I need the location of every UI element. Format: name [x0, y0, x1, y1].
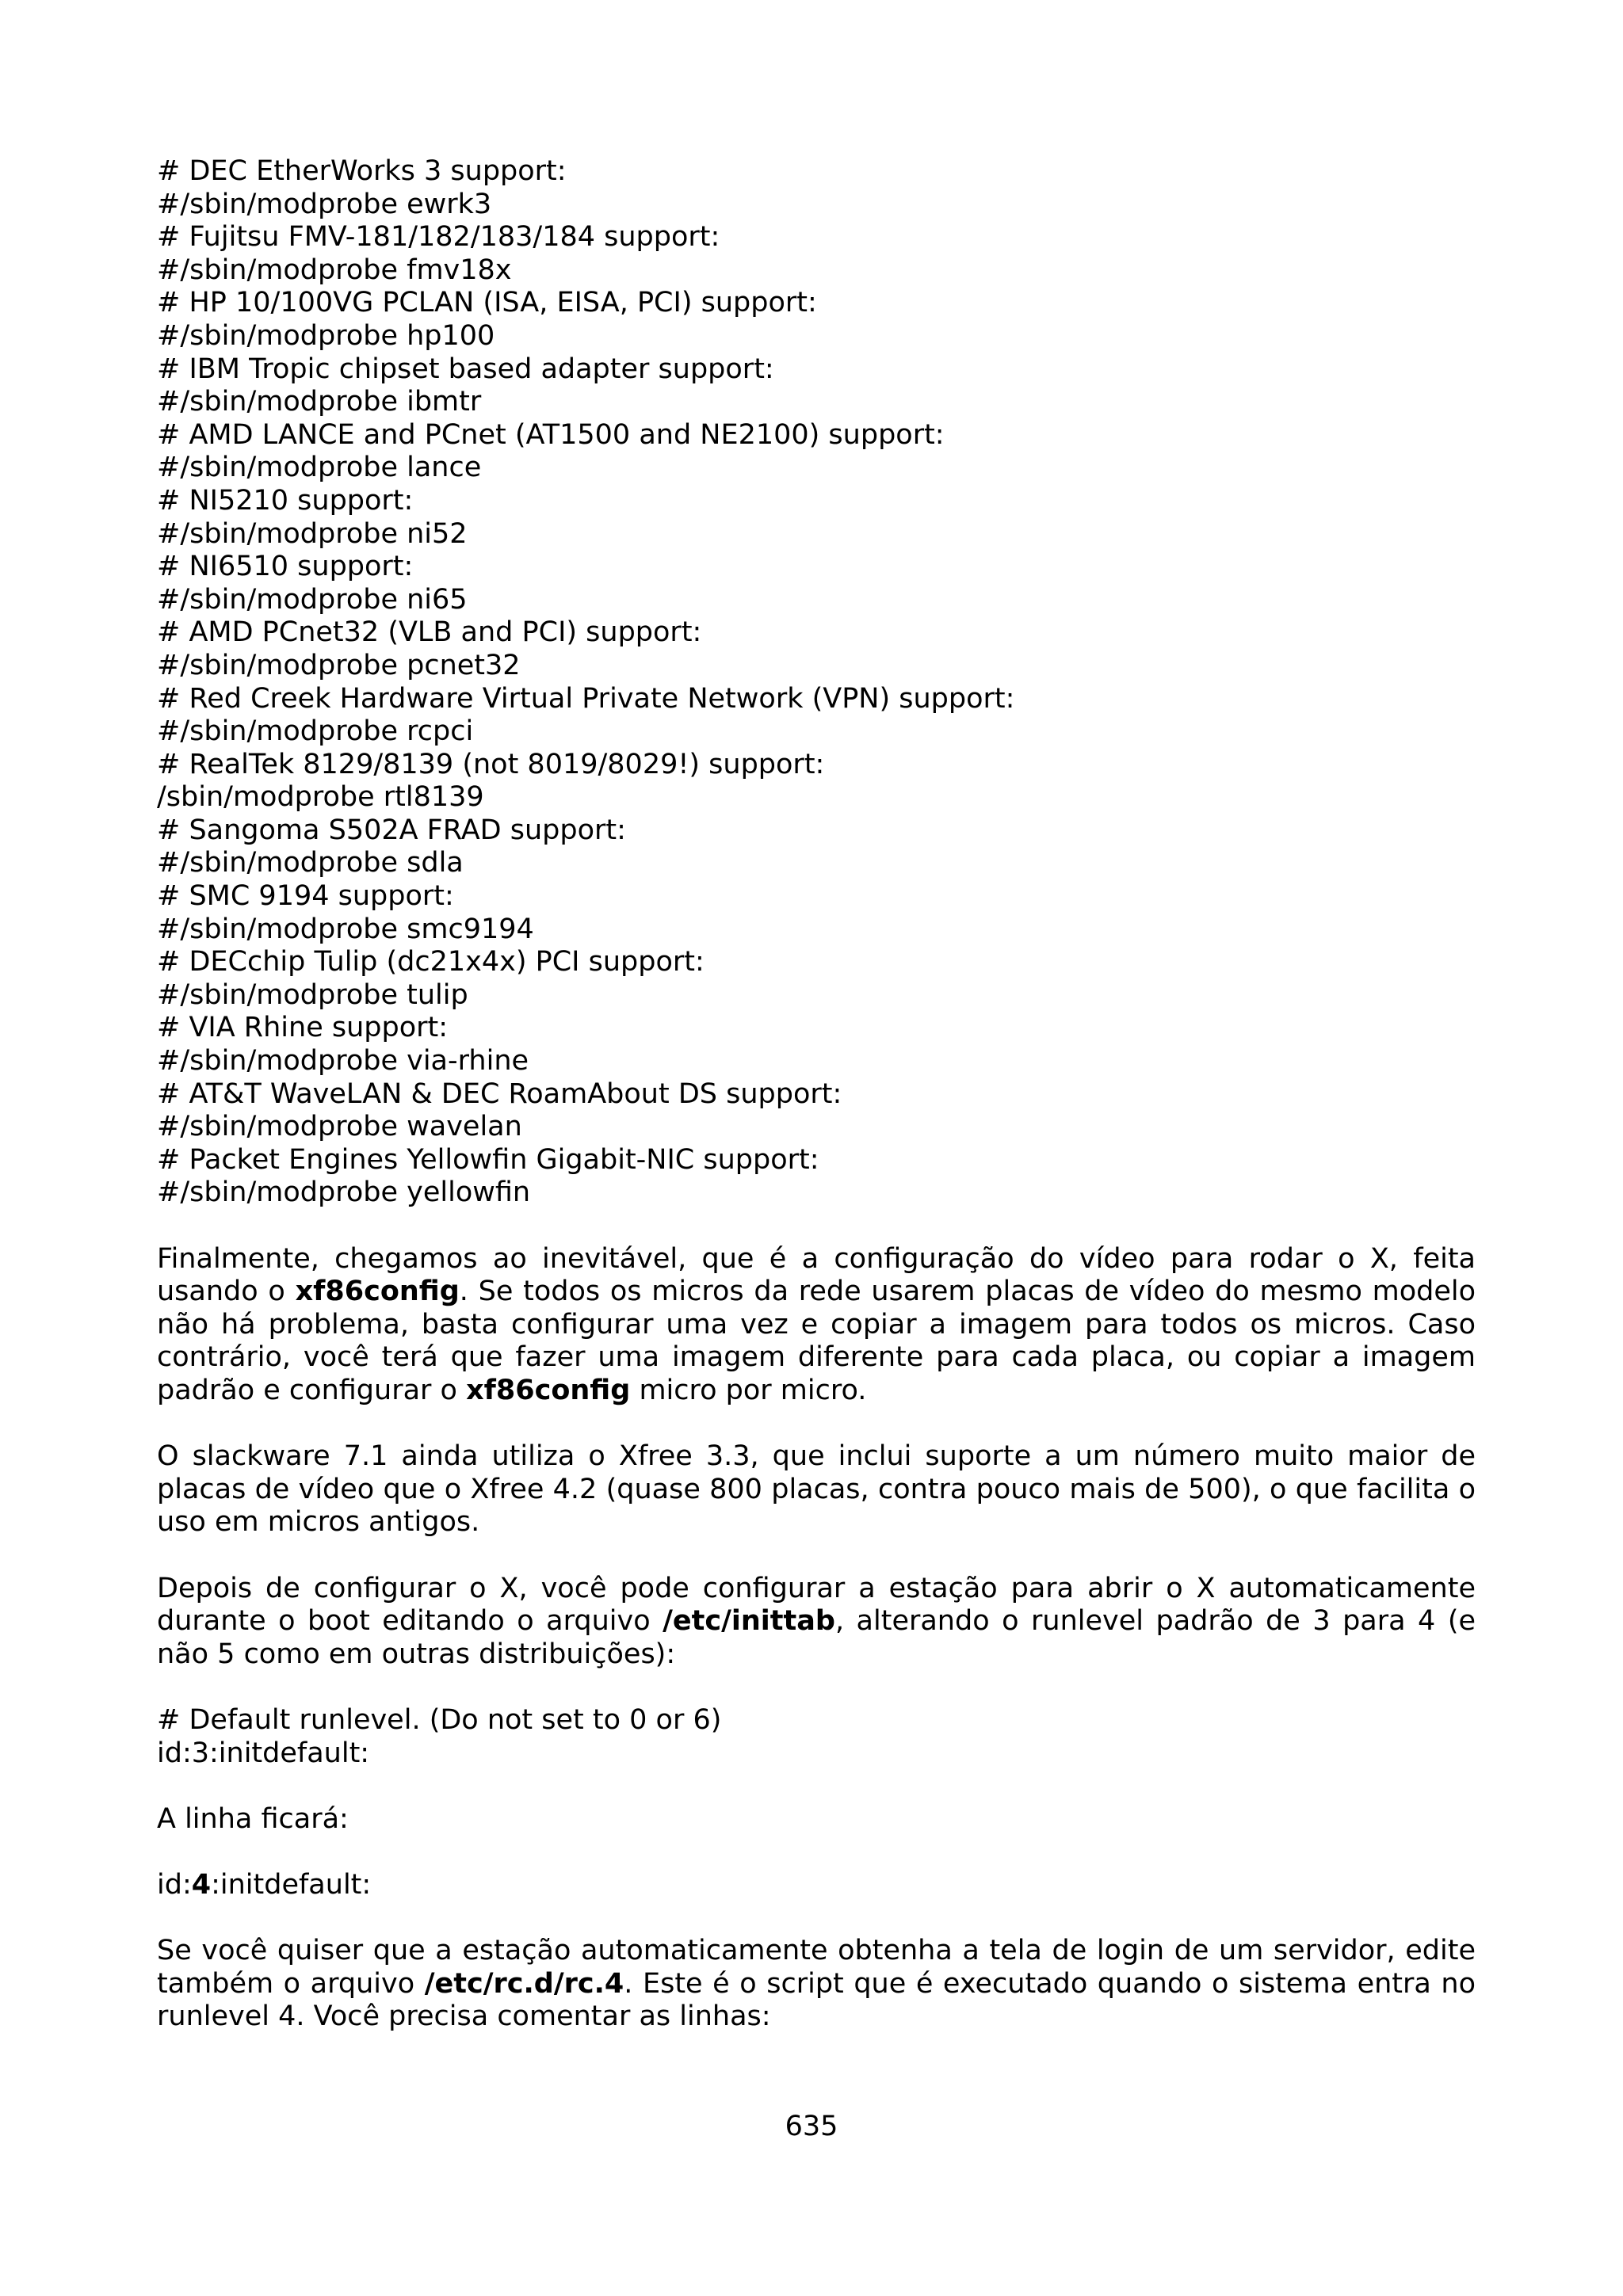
inittab-snippet [157, 1704, 1476, 1770]
text-run: id: [157, 1868, 192, 1901]
config-line: #/sbin/modprobe ni52 [157, 517, 468, 550]
config-line: # DEC EtherWorks 3 support: [157, 155, 567, 187]
config-line: #/sbin/modprobe fmv18x [157, 254, 512, 286]
bold-term: 4 [191, 1868, 212, 1901]
spacer [157, 1770, 1476, 1803]
spacer [157, 1671, 1476, 1704]
config-line: # VIA Rhine support: [157, 1012, 449, 1044]
text-run: . Se todos os micros da rede usarem placas de vídeo do mesmo modelo não há problema, basta configurar uma vez e copiar a imagem para todos os micros. Caso contrário, você terá que fazer uma imagem diferente para cada placa, ou copiar a imagem padrão e configurar o [157, 1276, 1476, 1406]
text-run: Depois de configurar o X, você pode configurar a estação para abrir o X automaticamente durante o boot editando o arquivo [157, 1572, 1476, 1638]
spacer [157, 1210, 1476, 1243]
config-line: # Default runlevel. (Do not set to 0 or 6) [157, 1703, 722, 1736]
config-line: #/sbin/modprobe sdla [157, 847, 464, 879]
bold-term: xf86config [466, 1374, 631, 1406]
config-line: # IBM Tropic chipset based adapter support: [157, 353, 774, 385]
config-line: # HP 10/100VG PCLAN (ISA, EISA, PCI) support: [157, 287, 817, 319]
paragraph-xfree-version: O slackware 7.1 ainda utiliza o Xfree 3.3, que inclui suporte a um número muito maior de placas de vídeo que o Xfree 4.2 (quase 800 placas, contra pouco mais de 500), o que facilita o uso em micros antigos. [157, 1440, 1476, 1539]
config-line: # NI5210 support: [157, 484, 414, 517]
paragraph-xf86config [157, 1243, 1476, 1408]
config-line: #/sbin/modprobe ewrk3 [157, 188, 492, 220]
bold-term: /etc/rc.d/rc.4 [424, 1967, 624, 2000]
page-number: 635 [785, 2111, 838, 2142]
config-line: # AMD PCnet32 (VLB and PCI) support: [157, 616, 702, 649]
text-run: :initdefault: [211, 1868, 372, 1901]
config-line: #/sbin/modprobe rcpci [157, 715, 474, 748]
config-line: # DECchip Tulip (dc21x4x) PCI support: [157, 946, 705, 978]
text-run: , alterando o runlevel padrão de 3 para 4 (e não 5 como em outras distribuições): [157, 1605, 1476, 1670]
line-becomes-label: A linha ficará: [157, 1802, 349, 1835]
spacer [157, 1836, 1476, 1869]
config-line: #/sbin/modprobe pcnet32 [157, 649, 521, 681]
config-line: # SMC 9194 support: [157, 880, 454, 913]
bold-term: /etc/inittab [663, 1605, 835, 1638]
modprobe-config-block [157, 155, 1476, 1210]
config-line: #/sbin/modprobe ni65 [157, 583, 468, 616]
paragraph-rc4 [157, 1935, 1476, 2034]
config-line: # NI6510 support: [157, 551, 414, 583]
text-run: Finalmente, chegamos ao inevitável, que é a configuração do vídeo para rodar o X, feita usando o [157, 1242, 1476, 1308]
config-line: /sbin/modprobe rtl8139 [157, 781, 484, 814]
config-line: #/sbin/modprobe smc9194 [157, 913, 534, 945]
config-line: # Red Creek Hardware Virtual Private Network (VPN) support: [157, 682, 1015, 715]
config-line: # AMD LANCE and PCnet (AT1500 and NE2100) support: [157, 418, 945, 451]
config-line: #/sbin/modprobe via-rhine [157, 1045, 529, 1077]
config-line: id:3:initdefault: [157, 1737, 370, 1769]
page-content [157, 155, 1476, 2034]
config-line: #/sbin/modprobe yellowfin [157, 1177, 531, 1209]
spacer [157, 1901, 1476, 1935]
bold-term: xf86config [295, 1276, 460, 1308]
config-line: # Fujitsu FMV-181/182/183/184 support: [157, 221, 720, 254]
text-run: Se você quiser que a estação automaticamente obtenha a tela de login de um servidor, edite também o arquivo [157, 1935, 1476, 2000]
text-run: . Este é o script que é executado quando o sistema entra no runlevel 4. Você precisa comentar as linhas: [157, 1967, 1476, 2033]
config-line: # Sangoma S502A FRAD support: [157, 814, 626, 846]
config-line: # AT&T WaveLAN & DEC RoamAbout DS support: [157, 1077, 842, 1110]
config-line: #/sbin/modprobe lance [157, 452, 482, 484]
text-run: micro por micro. [630, 1374, 867, 1406]
config-line: #/sbin/modprobe ibmtr [157, 386, 482, 418]
config-line: #/sbin/modprobe hp100 [157, 319, 495, 352]
config-line: # RealTek 8129/8139 (not 8019/8029!) support: [157, 748, 825, 780]
paragraph-inittab [157, 1573, 1476, 1672]
spacer [157, 1408, 1476, 1441]
config-line: #/sbin/modprobe tulip [157, 978, 468, 1011]
config-line: #/sbin/modprobe wavelan [157, 1111, 522, 1143]
spacer [157, 1539, 1476, 1573]
config-line: # Packet Engines Yellowfin Gigabit-NIC support: [157, 1143, 819, 1176]
new-initdefault-line [157, 1869, 1476, 1902]
